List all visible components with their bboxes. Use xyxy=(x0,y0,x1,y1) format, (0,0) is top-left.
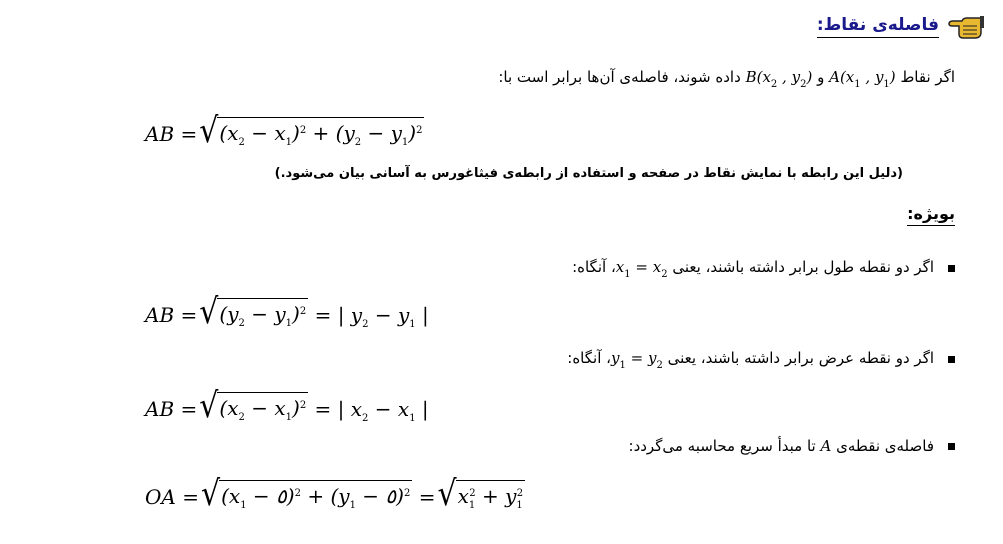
bullet-text: فاصله‌ی نقطه‌ی A تا مبدأ سریع محاسبه می‌گردد: xyxy=(628,437,934,455)
bullet-square-icon xyxy=(948,356,955,363)
section-header xyxy=(817,12,985,40)
square-root: √ $(x_2 - x_1)^2$ xyxy=(199,386,307,427)
formula-lhs: AB = xyxy=(145,122,198,146)
bullet-text: اگر دو نقطه عرض برابر داشته باشند، یعنی $y_1$ = $y_2،$ آنگاه: xyxy=(567,349,934,371)
point-b: $B(x_2$ , $y_2$) xyxy=(745,68,813,90)
bullet-square-icon xyxy=(948,265,955,272)
point-a: $A(x_1$ , $y_1$) xyxy=(829,68,896,90)
square-root: √ $(y_2 - y_1)^2$ xyxy=(199,292,307,333)
bullet-item xyxy=(572,256,955,281)
formula-origin: OA = √ ($x_1$ − ٥)$^2$ + ($y_1$ − ٥)$^2$ = √ $x_1^2 + y_1^2$ xyxy=(145,474,524,515)
distance-formula xyxy=(145,111,424,152)
bullet-condition: $x_1 = x_2$ xyxy=(615,258,668,280)
intro-text-before: اگر نقاط xyxy=(900,68,955,86)
page-title: فاصله‌ی نقاط: xyxy=(817,14,939,38)
formula-lhs: AB = xyxy=(145,397,198,421)
bullet-item xyxy=(629,435,955,457)
formula-lhs: AB = xyxy=(145,303,198,327)
formula-equal-x: AB = √ $(y_2 - y_1)^2$ = | $y_2 - y_1$ | xyxy=(145,292,429,333)
bullet-item xyxy=(567,347,955,372)
formula-equal-y: AB = √ $(x_2 - x_1)^2$ = | $x_2 - x_1$ | xyxy=(145,386,429,427)
bullet-var: A xyxy=(820,437,832,455)
intro-conjunction: و xyxy=(817,68,825,86)
pointing-hand-icon xyxy=(947,12,985,40)
square-root: √ $x_1^2 + y_1^2$ xyxy=(437,474,524,515)
bullet-square-icon xyxy=(948,443,955,450)
bullet-condition: $y_1 = y_2$ xyxy=(610,349,663,371)
square-root: √ $(x_2 - x_1)^2 + (y_2 - y_1)^2$ xyxy=(199,111,423,152)
formula-lhs: OA = xyxy=(145,485,199,509)
bullet-text: اگر دو نقطه طول برابر داشته باشند، یعنی $x_1$ = $x_2،$ آنگاه: xyxy=(572,258,934,280)
square-root: √ ($x_1$ − ٥)$^2$ + ($y_1$ − ٥)$^2$ xyxy=(200,474,411,515)
intro-line xyxy=(498,66,955,91)
subheading: بویژه: xyxy=(907,203,955,226)
intro-text-after: داده شوند، فاصله‌ی آن‌ها برابر است با: xyxy=(498,68,741,86)
explanation-note: (دلیل این رابطه با نمایش نقاط در صفحه و استفاده از رابطه‌ی فیثاغورس به آسانی بیان می‌شود.) xyxy=(274,166,903,181)
